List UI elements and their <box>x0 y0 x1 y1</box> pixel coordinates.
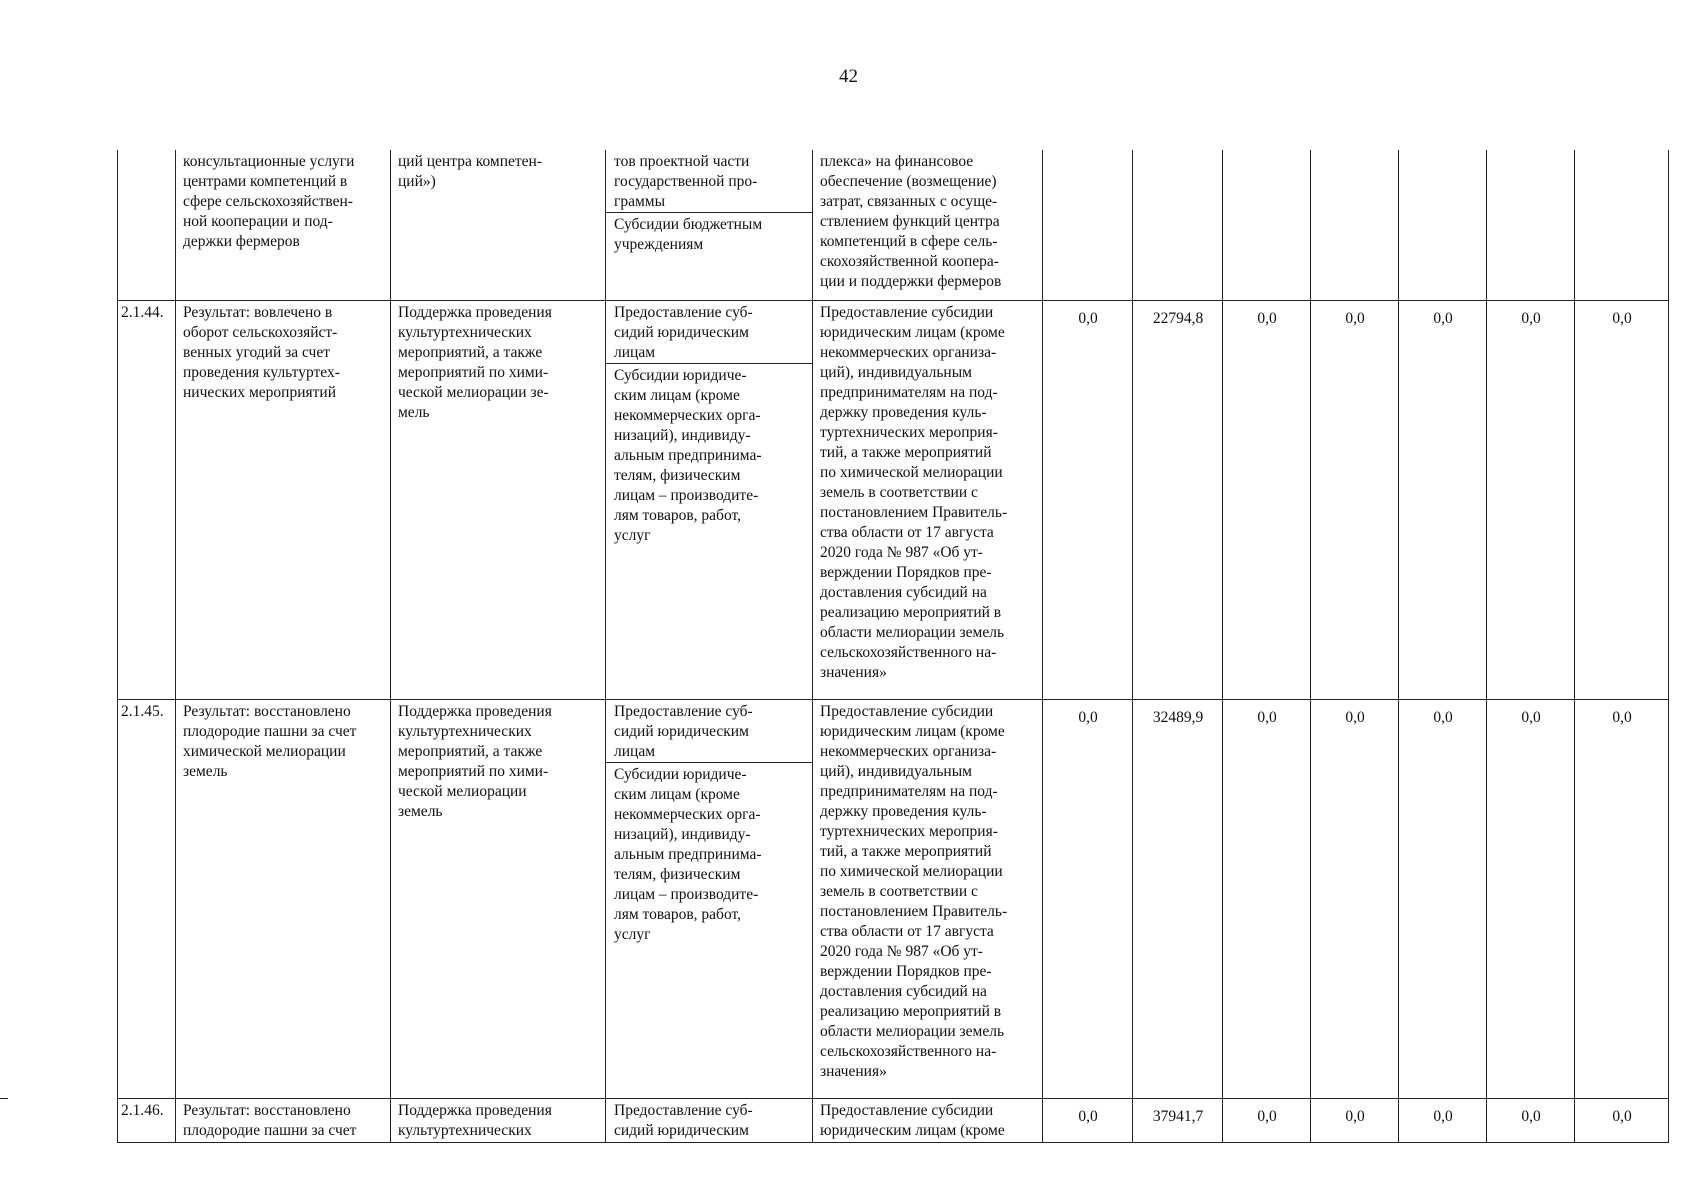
description-cell <box>813 300 1043 699</box>
result-text: Результат: восстановлено плодородие пашни за счет <box>183 1101 357 1139</box>
table-row <box>118 699 1669 1098</box>
value-cell: 0,0 <box>1043 699 1133 1098</box>
value-cell: 22794,8 <box>1133 300 1223 699</box>
value-cell: 0,0 <box>1223 300 1311 699</box>
value-cell: 0,0 <box>1399 699 1487 1098</box>
program-measures-table <box>117 150 1669 1143</box>
value-cell <box>1575 150 1669 300</box>
value-cell <box>1133 150 1223 300</box>
measure-cell <box>391 1098 606 1142</box>
row-number: 2.1.46. <box>118 1098 176 1142</box>
measure-text: ций центра компетен- ций») <box>398 153 542 190</box>
result-cell <box>176 1098 391 1142</box>
expense-subtype-text: Субсидии бюджетным учреждениям <box>614 216 763 253</box>
value-cell <box>1399 150 1487 300</box>
value-cell: 0,0 <box>1487 300 1575 699</box>
value-cell: 0,0 <box>1575 300 1669 699</box>
measure-text: Поддержка проведения культуртехнических мероприятий, а также мероприятий по хими- ческой мелиорации зе- мель <box>398 303 552 421</box>
measure-text: Поддержка проведения культуртехнических мероприятий, а также мероприятий по хими- ческой мелиорации земель <box>398 702 552 820</box>
expense-cell <box>606 300 813 699</box>
measure-cell <box>391 300 606 699</box>
result-text: Результат: вовлечено в оборот сельскохозяйст- венных угодий за счет проведения культуртех- нических мероприятий <box>183 303 340 401</box>
value-cell: 0,0 <box>1043 300 1133 699</box>
table-row <box>118 300 1669 699</box>
measure-text: Поддержка проведения культуртехнических <box>398 1101 552 1139</box>
value-cell: 0,0 <box>1311 699 1399 1098</box>
result-cell <box>176 699 391 1098</box>
value-cell: 37941,7 <box>1133 1098 1223 1142</box>
description-cell <box>813 150 1043 300</box>
result-text: консультационные услуги центрами компетенций в сфере сельскохозяйствен- ной кооперации и под- держки фермеров <box>183 153 355 250</box>
description-text: Предоставление субсидии юридическим лицам (кроме некоммерческих организа- ций), индивидуальным предпринимателям на под- держку проведения куль- туртехнических мероприя- тий, а также мероприятий по химической мелиорации земель в соответствии с постановлением Правитель- ства области от 17 августа 2020 года № 987 «Об ут- верждении Порядков пре- доставления субсидий на реализацию мероприятий в области мелиорации земель сельскохозяйственного на- значения» <box>820 702 1008 1080</box>
row-number <box>118 150 176 300</box>
row-number: 2.1.45. <box>118 699 176 1098</box>
value-cell: 0,0 <box>1487 1098 1575 1142</box>
description-cell <box>813 699 1043 1098</box>
page-number: 42 <box>839 66 858 87</box>
value-cell: 0,0 <box>1223 1098 1311 1142</box>
value-cell: 0,0 <box>1487 699 1575 1098</box>
value-cell: 0,0 <box>1399 1098 1487 1142</box>
description-text: плекса» на финансовое обеспечение (возмещение) затрат, связанных с осуще- ствлением функций центра компетенций в сфере сель- скохозяйственной коопера- ции и поддержки фермеров <box>820 153 1002 290</box>
expense-type-text: тов проектной части государственной про- граммы <box>606 150 812 213</box>
value-cell: 0,0 <box>1575 1098 1669 1142</box>
measure-cell <box>391 150 606 300</box>
expense-type-text: Предоставление суб- сидий юридическим <box>614 1101 753 1139</box>
value-cell <box>1311 150 1399 300</box>
description-text: Предоставление субсидии юридическим лицам (кроме <box>820 1101 1005 1139</box>
value-cell: 32489,9 <box>1133 699 1223 1098</box>
expense-type-text: Предоставление суб- сидий юридическим лицам <box>606 700 812 763</box>
result-cell <box>176 300 391 699</box>
value-cell: 0,0 <box>1043 1098 1133 1142</box>
margin-mark <box>0 1098 8 1099</box>
value-cell: 0,0 <box>1311 300 1399 699</box>
expense-subtype-text: Субсидии юридиче- ским лицам (кроме некоммерческих орга- низаций), индивиду- альным предпринима- телям, физическим лицам – производите- лям товаров, работ, услуг <box>614 765 762 943</box>
expense-subtype-text: Субсидии юридиче- ским лицам (кроме некоммерческих орга- низаций), индивиду- альным предпринима- телям, физическим лицам – производите- лям товаров, работ, услуг <box>614 366 762 544</box>
expense-cell <box>606 699 813 1098</box>
value-cell: 0,0 <box>1311 1098 1399 1142</box>
expense-cell <box>606 150 813 300</box>
table-row <box>118 1098 1669 1142</box>
program-table-container <box>117 150 1669 1143</box>
value-cell: 0,0 <box>1399 300 1487 699</box>
value-cell: 0,0 <box>1223 699 1311 1098</box>
result-cell <box>176 150 391 300</box>
row-number: 2.1.44. <box>118 300 176 699</box>
description-cell <box>813 1098 1043 1142</box>
value-cell <box>1223 150 1311 300</box>
expense-cell <box>606 1098 813 1142</box>
table-row-continuation <box>118 150 1669 300</box>
value-cell <box>1487 150 1575 300</box>
result-text: Результат: восстановлено плодородие пашни за счет химической мелиорации земель <box>183 702 357 780</box>
measure-cell <box>391 699 606 1098</box>
value-cell <box>1043 150 1133 300</box>
expense-type-text: Предоставление суб- сидий юридическим лицам <box>606 301 812 364</box>
description-text: Предоставление субсидии юридическим лицам (кроме некоммерческих организа- ций), индивидуальным предпринимателям на под- держку проведения куль- туртехнических мероприя- тий, а также мероприятий по химической мелиорации земель в соответствии с постановлением Правитель- ства области от 17 августа 2020 года № 987 «Об ут- верждении Порядков пре- доставления субсидий на реализацию мероприятий в области мелиорации земель сельскохозяйственного на- значения» <box>820 303 1008 681</box>
value-cell: 0,0 <box>1575 699 1669 1098</box>
